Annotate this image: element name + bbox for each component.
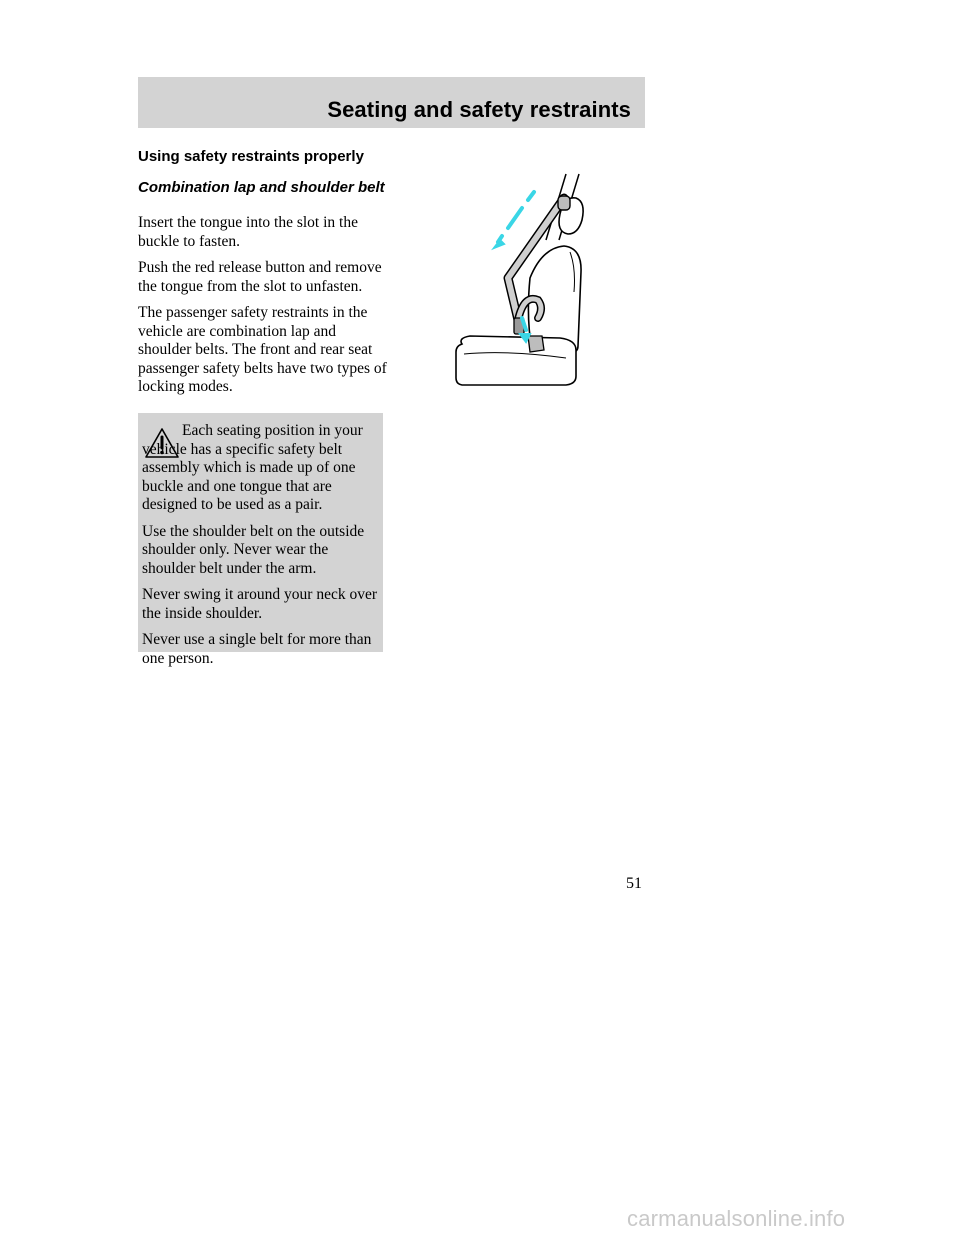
- sub-title: Combination lap and shoulder belt: [138, 179, 385, 196]
- body-text: [138, 214, 388, 405]
- paragraph: Push the red release button and remove the tongue from the slot to unfasten.: [138, 259, 382, 295]
- warning-paragraph: Never swing it around your neck over the inside shoulder.: [142, 586, 378, 622]
- section-title: Using safety restraints properly: [138, 148, 364, 165]
- warning-content: [142, 422, 382, 676]
- paragraph: Insert the tongue into the slot in the buckle to fasten.: [138, 214, 358, 250]
- warning-paragraph: Each seating position in your vehicle has a specific safety belt assembly which is made up of one buckle and one tongue that are designed to be used as a pair.: [142, 422, 363, 513]
- header-title: Seating and safety restraints: [327, 97, 631, 122]
- warning-paragraph: Use the shoulder belt on the outside shoulder only. Never wear the shoulder belt under the arm.: [142, 522, 365, 577]
- page-header: [138, 77, 645, 128]
- warning-paragraph: Never use a single belt for more than one person.: [142, 631, 372, 667]
- warning-box: [138, 413, 383, 667]
- seat-belt-illustration-icon: [448, 168, 588, 395]
- watermark: carmanualsonline.info: [627, 1206, 846, 1231]
- paragraph: The passenger safety restraints in the vehicle are combination lap and shoulder belts. The front and rear seat passenger safety belts have two types of locking modes.: [138, 304, 387, 395]
- page-number: 51: [626, 875, 642, 892]
